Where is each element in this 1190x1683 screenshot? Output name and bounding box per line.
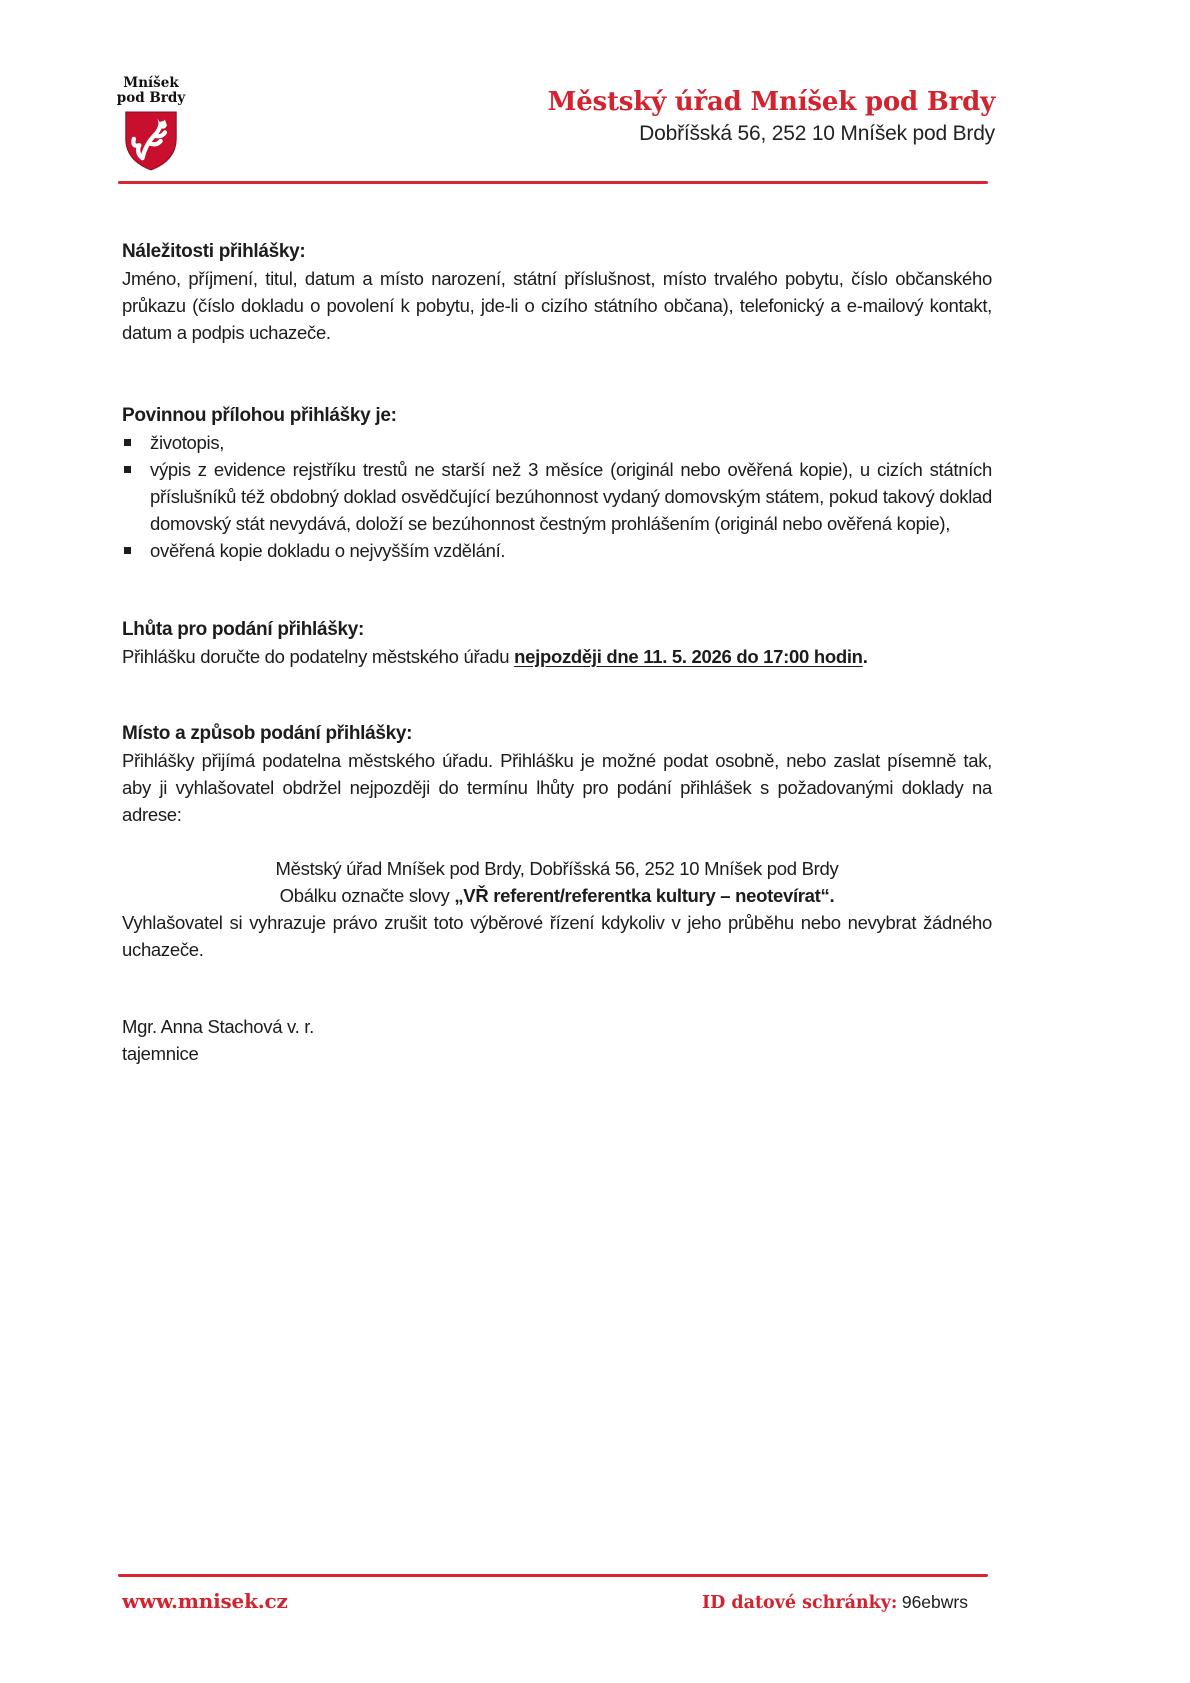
town-logo-line2: pod Brdy [116,90,186,107]
town-logo-line1: Mníšek [123,75,179,91]
attachments-list [122,429,992,564]
deadline-date: nejpozději dne 11. 5. 2026 do 17:00 hodin [514,646,863,667]
envelope-label: „VŘ referent/referentka kultury – neotevírat“. [454,885,835,906]
section-requirements [122,238,992,346]
databox-label: ID datové schránky: [701,1593,898,1613]
envelope-instruction [122,882,992,909]
section-submission-text: Přihlášky přijímá podatelna městského úřadu. Přihlášku je možné podat osobně, nebo zaslat písemně tak, aby ji vyhlašovatel obdržel nejpozději do termínu lhůty pro podání přihlášek s požadovanými doklady na adrese: [122,750,992,825]
shield-lion-icon [124,111,178,171]
town-logo [113,76,189,171]
signatory-role: tajemnice [122,1043,199,1064]
section-attachments [122,402,992,564]
databox-id [702,1592,968,1613]
signatory-name: Mgr. Anna Stachová v. r. [122,1016,314,1037]
list-item-text: ověřená kopie dokladu o nejvyšším vzdělání. [150,540,506,561]
footer-row [122,1589,968,1613]
submission-address-block [122,855,992,909]
office-title: Městský úřad Mníšek pod Brdy [547,87,995,117]
section-attachments-heading: Povinnou přílohou přihlášky je: [122,405,397,426]
signature-block [122,1013,992,1067]
section-submission [122,720,992,909]
section-deadline-heading: Lhůta pro podání přihlášky: [122,619,365,640]
deadline-suffix: . [862,646,868,667]
section-requirements-text: Jméno, příjmení, titul, datum a místo narození, státní příslušnost, místo trvalého pobytu, číslo občanského průkazu (číslo dokladu o povolení k pobytu, jde-li o cizího státního občana), telefonický a e-mailový kontakt, datum a podpis uchazeče. [122,268,992,343]
office-address: Dobříšská 56, 252 10 Mníšek pod Brdy [639,121,995,145]
website-text: www.mnisek.cz [122,1589,288,1613]
list-item [122,429,992,456]
list-item-text: životopis, [150,432,225,453]
envelope-prefix: Obálku označte slovy [279,885,455,906]
list-item [122,456,992,537]
section-submission-heading: Místo a způsob podání přihlášky: [122,723,413,744]
section-requirements-heading: Náležitosti přihlášky: [122,241,306,262]
section-deadline-text [122,643,992,670]
databox-value: 96ebwrs [901,1592,968,1612]
square-bullet-icon [124,466,131,473]
square-bullet-icon [124,439,131,446]
footer-divider [118,1574,988,1577]
square-bullet-icon [124,547,131,554]
disclaimer-text: Vyhlašovatel si vyhrazuje právo zrušit toto výběrové řízení kdykoliv v jeho průběhu nebo nevybrat žádného uchazeče. [122,912,992,960]
submission-address-line: Městský úřad Mníšek pod Brdy, Dobříšská 56, 252 10 Mníšek pod Brdy [275,858,839,879]
list-item [122,537,992,564]
header-divider [118,181,988,184]
letterhead-text [548,88,995,146]
deadline-prefix: Přihlášku doručte do podatelny městského úřadu [122,646,515,667]
list-item-text: výpis z evidence rejstříku trestů ne starší než 3 měsíce (originál nebo ověřená kopie), u cizích státních příslušníků též obdobný doklad osvědčující bezúhonnost vydaný domovským státem, pokud takový doklad domovský stát nevydává, doloží se bezúhonnost čestným prohlášením (originál nebo ověřená kopie), [150,459,992,534]
section-deadline [122,616,992,670]
document-body [122,238,992,1067]
town-logo-text [113,76,189,106]
